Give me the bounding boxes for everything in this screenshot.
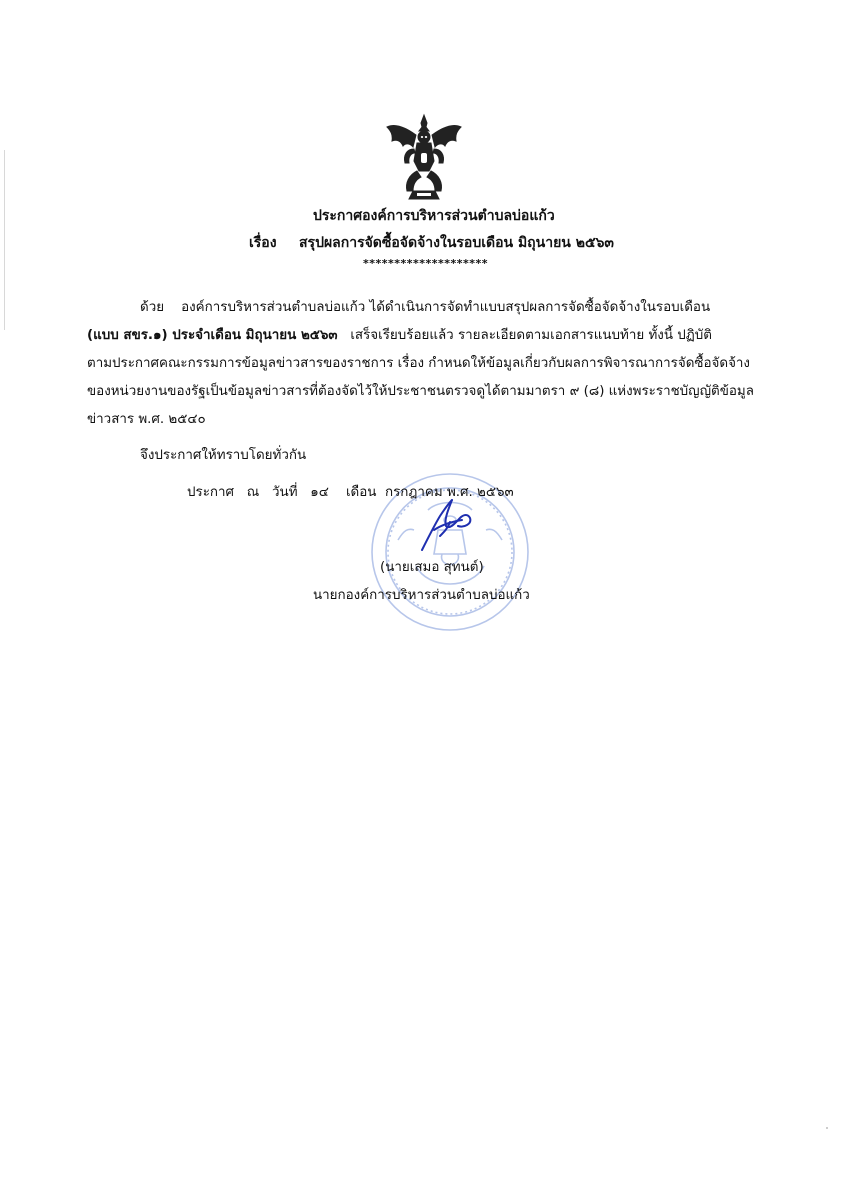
subject-text: สรุปผลการจัดซื้อจัดจ้างในรอบเดือน มิถุนายน ๒๕๖๓: [299, 235, 615, 251]
announce-prefix: ประกาศ: [187, 485, 235, 500]
body-lead-word: ด้วย: [140, 300, 165, 315]
scan-speck: [826, 1127, 828, 1129]
body-line-1: [140, 296, 710, 317]
title-separator: ********************: [363, 257, 489, 270]
scan-edge-line: [4, 150, 5, 330]
body-line-4: ของหน่วยงานของรัฐเป็นข้อมูลข่าวสารที่ต้องจัดไว้ให้ประชาชนตรวจดูได้ตามมาตรา ๙ (๘) แห่งพระราชบัญญัติข้อมูล: [87, 384, 754, 399]
document-title: ประกาศองค์การบริหารส่วนตำบลบ่อแก้ว: [313, 208, 555, 224]
announce-day-label: วันที่: [272, 485, 298, 500]
subject-label: เรื่อง: [249, 235, 277, 251]
garuda-emblem-icon: [383, 113, 465, 201]
handwritten-signature-icon: [410, 492, 490, 554]
announce-month: กรกฎาคม: [384, 485, 443, 500]
form-reference: (แบบ สขร.๑) ประจำเดือน มิถุนายน ๒๕๖๓: [87, 328, 338, 343]
body-line-5: ข่าวสาร พ.ศ. ๒๕๔๐: [87, 412, 206, 427]
announce-year: ๒๕๖๓: [477, 485, 514, 500]
announce-at: ณ: [246, 485, 260, 500]
announce-year-label: พ.ศ.: [446, 485, 473, 500]
announce-day: ๑๔: [310, 485, 329, 500]
closing-statement: จึงประกาศให้ทราบโดยทั่วกัน: [140, 448, 307, 463]
announce-month-label: เดือน: [345, 485, 377, 500]
body-line-2: [87, 324, 712, 345]
body-line-1-text: องค์การบริหารส่วนตำบลบ่อแก้ว ได้ดำเนินการจัดทำแบบสรุปผลการจัดซื้อจัดจ้างในรอบเดือน: [181, 300, 711, 315]
signer-position: นายกองค์การบริหารส่วนตำบลบ่อแก้ว: [313, 588, 530, 603]
signer-name: (นายเสมอ สุทนต์): [380, 560, 484, 575]
body-line-2-text: เสร็จเรียบร้อยแล้ว รายละเอียดตามเอกสารแนบท้าย ทั้งนี้ ปฏิบัติ: [350, 328, 712, 343]
body-line-3: ตามประกาศคณะกรรมการข้อมูลข่าวสารของราชการ เรื่อง กำหนดให้ข้อมูลเกี่ยวกับผลการพิจารณาการจัดซื้อจัดจ้าง: [87, 356, 750, 371]
